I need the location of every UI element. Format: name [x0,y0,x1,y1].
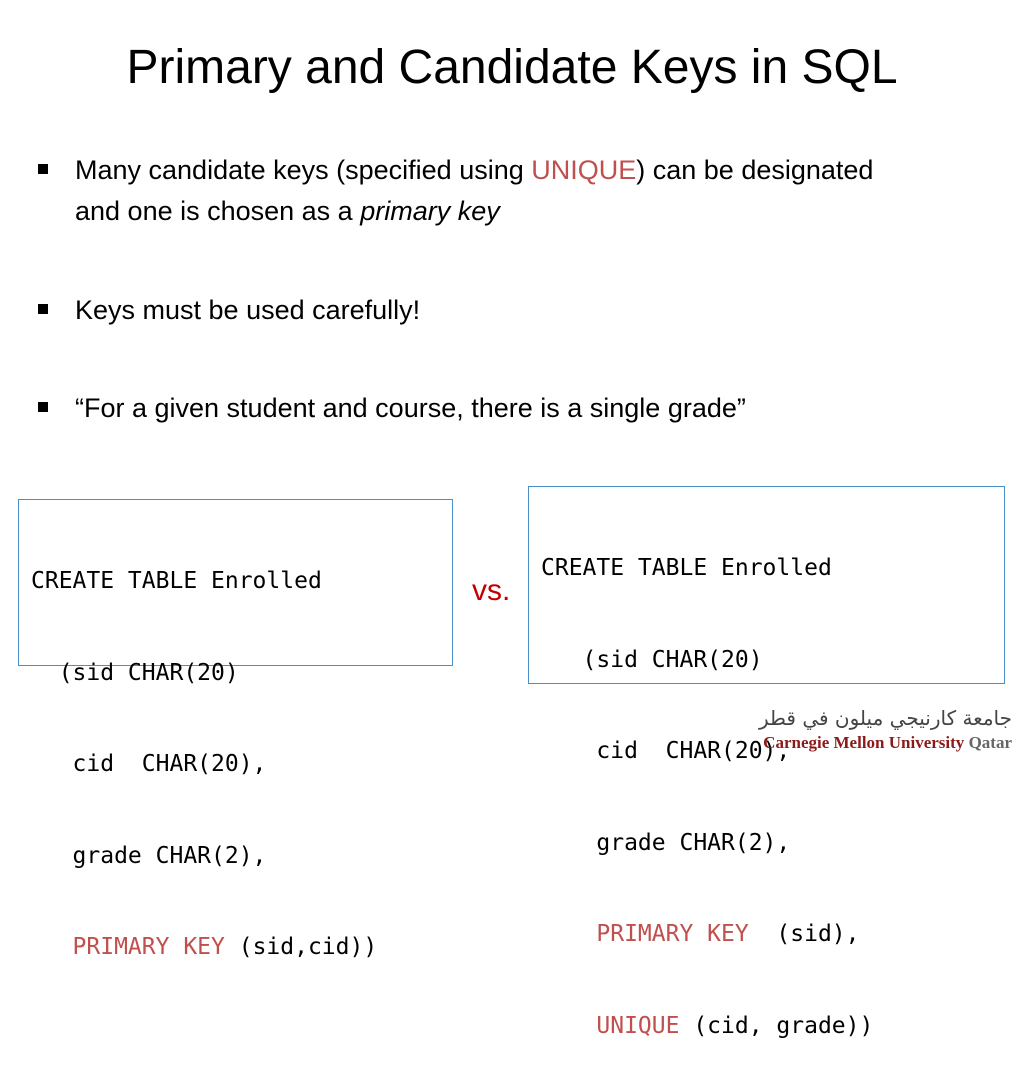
code-box-left [18,499,453,960]
bullet-text-part: and one is chosen as a [75,196,361,226]
code-line: (sid CHAR(20) [31,659,239,686]
code-line: grade CHAR(2), [31,842,267,869]
code-line: CREATE TABLE Enrolled [541,555,832,581]
bullet-single-grade [38,388,998,429]
bullet-keys-careful [38,290,998,331]
code-text: (cid, grade)) [679,1012,874,1039]
code-line [541,1011,1004,1042]
bullet-candidate-keys [38,150,998,232]
bullet-text-part: ) can be designated [636,155,874,185]
bullet-marker [38,402,48,412]
logo-english-text [747,731,1012,755]
primary-key-term: primary key [360,196,500,226]
code-line: grade CHAR(2), [541,829,791,856]
logo-university-name: Carnegie Mellon University [763,733,965,752]
unique-keyword: UNIQUE [531,155,637,185]
code-text: (sid), [748,921,860,947]
slide-title: Primary and Candidate Keys in SQL [126,41,898,94]
primary-key-keyword: PRIMARY KEY [72,934,225,960]
code-text: (sid,cid)) [224,934,378,960]
logo-location: Qatar [964,733,1012,752]
vs-label: vs. [472,574,511,607]
code-line [541,919,1004,950]
bullet-marker [38,164,48,174]
logo-arabic-text: جامعة كارنيجي ميلون في قطر [758,706,1012,730]
code-line: cid CHAR(20), [541,738,791,764]
code-indent [31,934,73,960]
primary-key-keyword: PRIMARY KEY [596,921,749,947]
code-line: (sid CHAR(20) [541,646,763,673]
code-line: CREATE TABLE Enrolled [31,568,322,594]
code-line [31,932,452,963]
code-indent [541,921,596,947]
code-line: cid CHAR(20), [31,751,267,777]
university-logo [747,705,1012,755]
bullet-text-part: Many candidate keys (specified using [75,155,532,185]
code-indent [541,1013,596,1039]
bullet-text [75,150,998,232]
bullet-text: Keys must be used carefully! [75,295,421,325]
bullet-marker [38,304,48,314]
bullet-text: “For a given student and course, there is a single grade” [75,393,746,423]
unique-keyword: UNIQUE [596,1012,680,1039]
